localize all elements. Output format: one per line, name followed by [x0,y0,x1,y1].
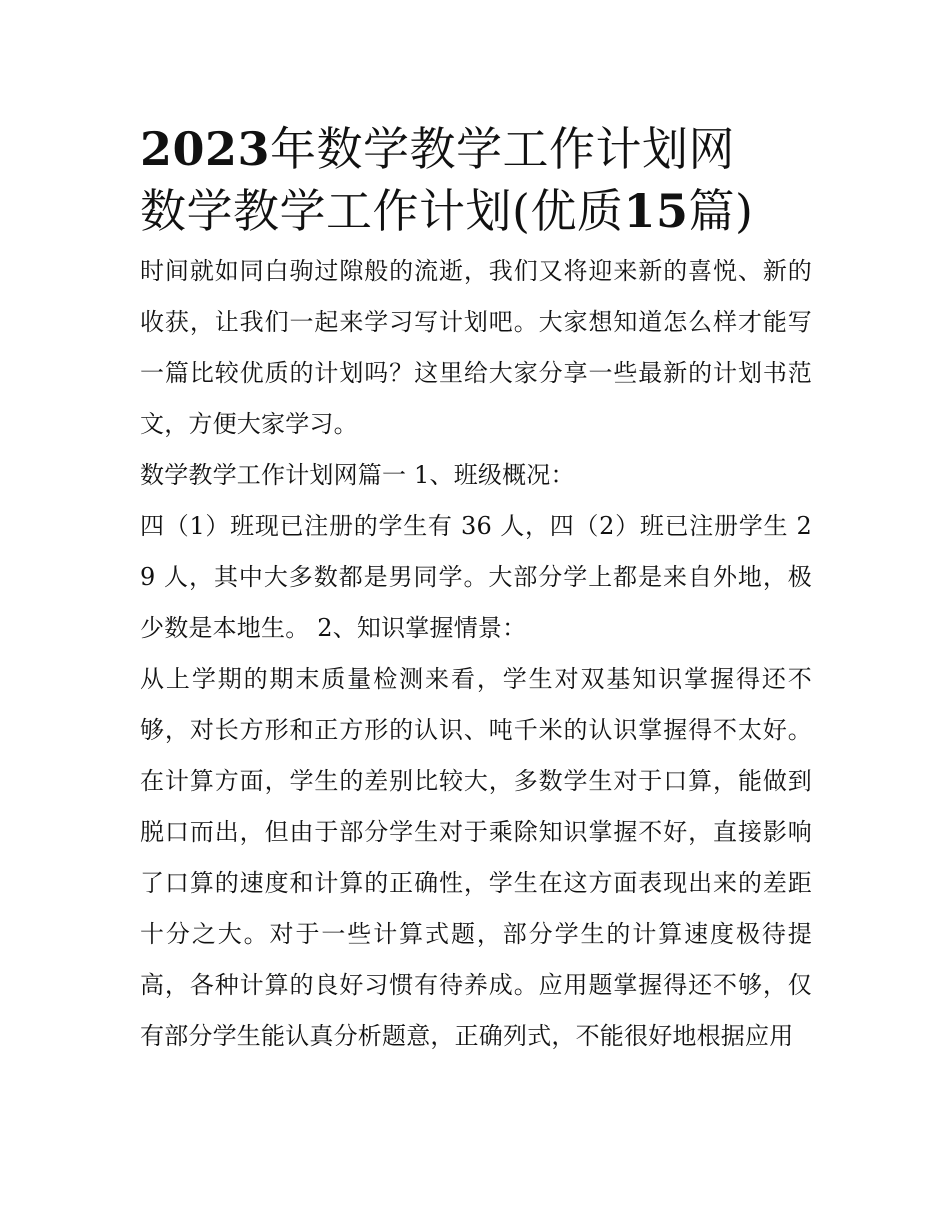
paragraph-intro: 时间就如同白驹过隙般的流逝，我们又将迎来新的喜悦、新的收获，让我们一起来学习写计划吧。大家想知道怎么样才能写一篇比较优质的计划吗？这里给大家分享一些最新的计划书范文，方便大家学习。 [140,257,812,438]
title-line-2 [140,180,812,242]
title-line-1 [140,118,812,180]
title-year: 2023 [140,122,271,176]
paragraph-knowledge: 从上学期的期末质量检测来看，学生对双基知识掌握得还不够，对长方形和正方形的认识、吨千米的认识掌握得不太好。在计算方面，学生的差别比较大，多数学生对于口算，能做到脱口而出，但由于部分学生对于乘除知识掌握不好，直接影响了口算的速度和计算的正确性，学生在这方面表现出来的差距十分之大。对于一些计算式题，部分学生的计算速度极待提高，各种计算的良好习惯有待养成。应用题掌握得还不够，仅有部分学生能认真分析题意，正确列式，不能很好地根据应用 [140,665,812,1050]
paragraph-class-overview: 四（1）班现已注册的学生有 36 人，四（2）班已注册学生 29 人，其中大多数都是男同学。大部分学上都是来自外地，极少数是本地生。 2、知识掌握情景： [140,512,812,642]
paragraph-section-1: 数学教学工作计划网篇一 1、班级概况： [140,461,575,489]
document-page [140,118,812,1062]
title-count: 15 [623,184,689,238]
document-body [140,246,812,1062]
document-title [140,118,812,242]
title-line-2-text-a: 数学教学工作计划(优质 [140,184,624,238]
title-line-1-text: 年数学教学工作计划网 [270,122,736,176]
title-line-2-text-b: 篇) [688,184,754,238]
